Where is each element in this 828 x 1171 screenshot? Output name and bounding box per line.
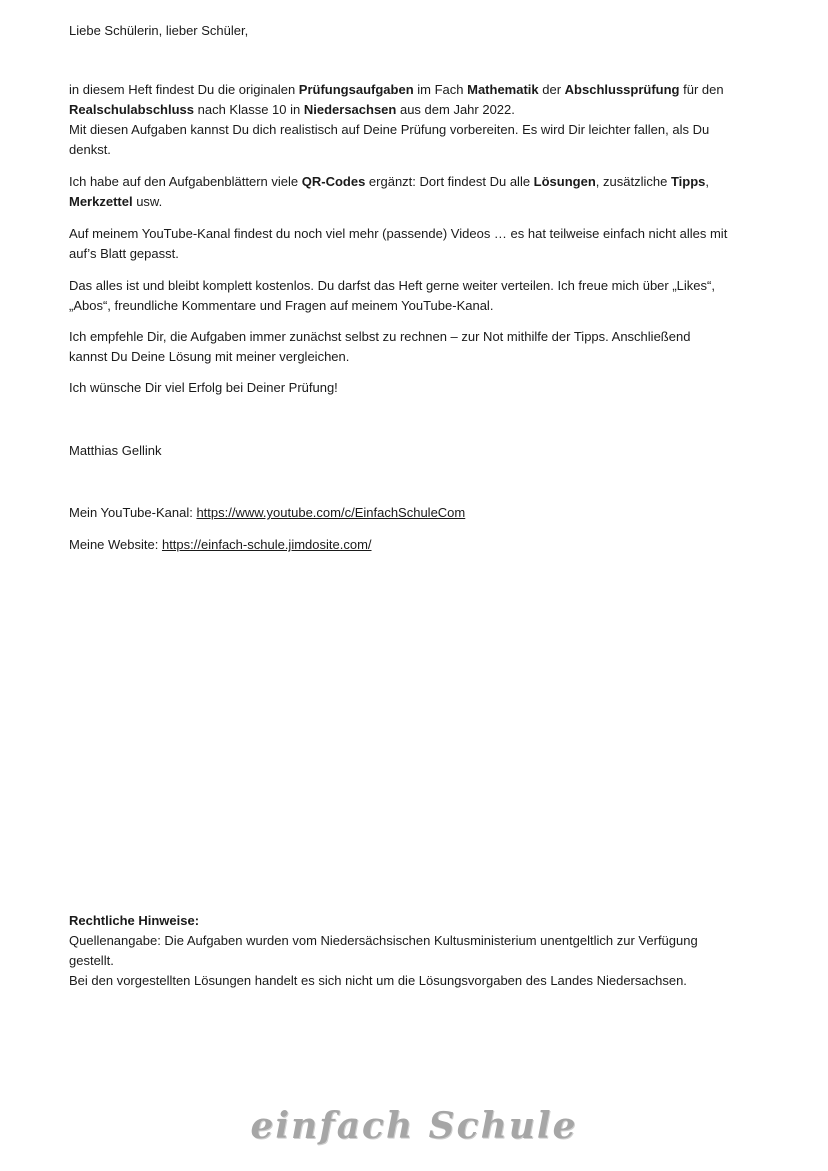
text: , zusätzliche (595, 174, 671, 189)
legal-heading: Rechtliche Hinweise: (69, 913, 200, 928)
wish-line: Ich wünsche Dir viel Erfolg bei Deiner Prüfung! (69, 380, 338, 395)
youtube-paragraph-line-1: Auf meinem YouTube-Kanal findest du noch viel mehr (passende) Videos … es hat teilweise einfach nicht alles mit (69, 226, 728, 241)
youtube-label: Mein YouTube-Kanal: (69, 505, 197, 520)
youtube-link-line (69, 503, 465, 523)
website-label: Meine Website: (69, 537, 162, 552)
intro-line-2 (69, 100, 515, 120)
bold-term: Abschlussprüfung (564, 82, 680, 97)
text: usw. (132, 194, 163, 209)
bold-term: QR-Codes (301, 174, 366, 189)
intro-line-1 (69, 80, 724, 100)
qr-line-1 (69, 172, 709, 192)
bold-term: Lösungen (533, 174, 596, 189)
intro-line-4: denkst. (69, 142, 111, 157)
text: , (705, 174, 709, 189)
brand-logo: einfach Schule (250, 1105, 578, 1147)
bold-term: Merkzettel (69, 194, 133, 209)
greeting: Liebe Schülerin, lieber Schüler, (69, 23, 249, 38)
text: im Fach (413, 82, 468, 97)
legal-line-1: Quellenangabe: Die Aufgaben wurden vom Niedersächsischen Kultusministerium unentgeltlich zur Verfügung (69, 933, 698, 948)
bold-term: Prüfungsaufgaben (298, 82, 414, 97)
bold-term: Realschulabschluss (69, 102, 194, 117)
advice-line-1: Ich empfehle Dir, die Aufgaben immer zunächst selbst zu rechnen – zur Not mithilfe der Tipps. Anschließend (69, 329, 691, 344)
text: in diesem Heft findest Du die originalen (69, 82, 299, 97)
intro-line-3: Mit diesen Aufgaben kannst Du dich realistisch auf Deine Prüfung vorbereiten. Es wird Dir leichter fallen, als Du (69, 122, 710, 137)
signature: Matthias Gellink (69, 443, 162, 458)
legal-line-3: Bei den vorgestellten Lösungen handelt es sich nicht um die Lösungsvorgaben des Landes Niedersachsen. (69, 973, 687, 988)
bold-term: Niedersachsen (303, 102, 397, 117)
bold-term: Tipps (670, 174, 706, 189)
free-paragraph-line-1: Das alles ist und bleibt komplett kostenlos. Du darfst das Heft gerne weiter verteilen. Ich freue mich über „Likes“, (69, 278, 715, 293)
website-link[interactable]: https://einfach-schule.jimdosite.com/ (161, 537, 372, 552)
qr-line-2 (69, 192, 162, 212)
advice-line-2: kannst Du Deine Lösung mit meiner vergleichen. (69, 349, 350, 364)
text: der (538, 82, 565, 97)
free-paragraph-line-2: „Abos“, freundliche Kommentare und Fragen auf meinem YouTube-Kanal. (69, 298, 494, 313)
youtube-paragraph-line-2: auf’s Blatt gepasst. (69, 246, 179, 261)
youtube-link[interactable]: https://www.youtube.com/c/EinfachSchuleCom (196, 505, 466, 520)
text: für den (679, 82, 724, 97)
text: aus dem Jahr 2022. (396, 102, 515, 117)
text: ergänzt: Dort findest Du alle (365, 174, 534, 189)
text: Ich habe auf den Aufgabenblättern viele (69, 174, 302, 189)
website-link-line (69, 535, 372, 555)
legal-line-2: gestellt. (69, 953, 114, 968)
bold-term: Mathematik (467, 82, 539, 97)
text: nach Klasse 10 in (194, 102, 304, 117)
